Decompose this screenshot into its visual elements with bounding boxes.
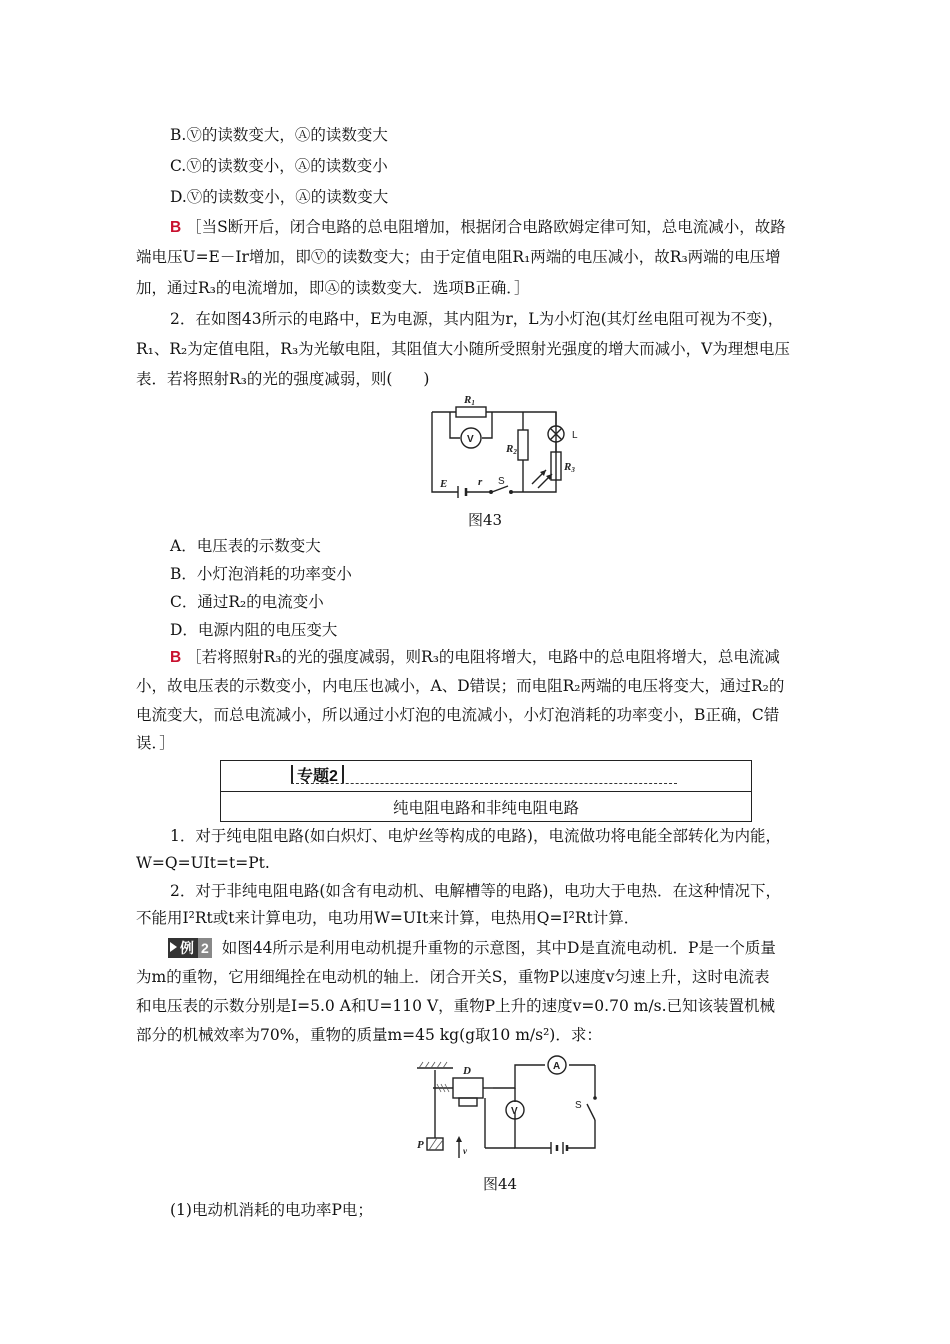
q2-option-a: A．电压表的示数变大 xyxy=(170,537,321,555)
topic-para-1a: 1．对于纯电阻电路(如白炽灯、电炉丝等构成的电路)，电流做功将电能全部转化为内能， xyxy=(170,827,781,845)
q2-explanation-1: ［若将照射R₃的光的强度减弱，则R₃的电阻将增大，电路中的总电阻将增大，总电流减 xyxy=(186,648,780,666)
svg-text:R2 xyxy=(505,443,517,456)
q1-option-b: B.Ⓥ的读数变大，Ⓐ的读数变大 xyxy=(170,126,388,144)
figure-43-caption: 图43 xyxy=(467,511,503,529)
fig43-l-label: L xyxy=(572,430,578,441)
topic-rule xyxy=(221,791,751,792)
q2-answer xyxy=(170,647,780,668)
q1-option-c: C.Ⓥ的读数变小，Ⓐ的读数变小 xyxy=(170,157,388,175)
fig44-v-speed-label: v xyxy=(463,1146,467,1156)
q2-stem-1: 2．在如图43所示的电路中，E为电源，其内阻为r，L为小灯泡(其灯丝电阻可视为不变)， xyxy=(170,310,784,328)
q2-explanation-4: 误．］ xyxy=(136,734,175,752)
q1-answer-letter: B xyxy=(170,219,182,236)
fig43-r3-label: R xyxy=(564,461,572,473)
figure-44-motor-circuit xyxy=(415,1050,610,1165)
fig43-r1-sub: 1 xyxy=(471,399,475,407)
svg-text:R1 xyxy=(463,394,475,407)
topic-box xyxy=(220,760,752,822)
q2-stem-3: 表．若将照射R₃的光的强度减弱，则( ) xyxy=(136,370,430,388)
fig43-r2-label: R xyxy=(506,443,514,455)
q2-explanation-2: 小，故电压表的示数变小，内电压也减小，A、D错误；而电阻R₂两端的电压将变大，通过R₂的 xyxy=(136,677,785,695)
q1-explanation-1: ［当S断开后，闭合电路的总电阻增加，根据闭合电路欧姆定律可知，总电流减小，故路 xyxy=(186,218,786,236)
q1-option-d: D.Ⓥ的读数变小，Ⓐ的读数变大 xyxy=(170,188,389,206)
fig43-e-label: E xyxy=(440,478,448,490)
fig43-s-label: S xyxy=(498,476,505,487)
q2-explanation-3: 电流变大，而总电流减小，所以通过小灯泡的电流减小，小灯泡消耗的功率变小，B正确，C错 xyxy=(136,706,780,724)
fig43-r2-sub: 2 xyxy=(513,448,517,456)
example-question-1: (1)电动机消耗的电功率P电； xyxy=(170,1201,373,1219)
q2-answer-letter: B xyxy=(170,649,182,666)
q2-option-b: B．小灯泡消耗的功率变小 xyxy=(170,565,352,583)
fig44-s-label: S xyxy=(575,1100,582,1111)
example-badge: 例 xyxy=(168,938,198,958)
example-text-3: 和电压表的示数分别是I=5.0 A和U=110 V，重物P上升的速度v=0.70 m/s.已知该装置机械 xyxy=(136,997,776,1015)
figure-43-circuit xyxy=(420,390,595,502)
q2-option-c: C．通过R₂的电流变小 xyxy=(170,593,324,611)
fig44-a-label: A xyxy=(553,1061,561,1072)
fig44-d-label: D xyxy=(463,1065,471,1077)
q1-explanation-3: 加，通过R₃的电流增加，即Ⓐ的读数变大．选项B正确．］ xyxy=(136,279,530,297)
topic-dash xyxy=(291,783,677,784)
example-text-2: 为m的重物，它用细绳拴在电动机的轴上．闭合开关S，重物P以速度v匀速上升，这时电流表 xyxy=(136,968,770,986)
fig43-r3-sub: 3 xyxy=(571,466,575,474)
fig44-p-label: P xyxy=(417,1139,424,1151)
example-text-4: 部分的机械效率为70%，重物的质量m=45 kg(g取10 m/s²)．求： xyxy=(136,1026,602,1044)
q2-option-d: D．电源内阻的电压变大 xyxy=(170,621,338,639)
topic-subtitle: 纯电阻电路和非纯电阻电路 xyxy=(392,799,579,817)
topic-title: 专题2 xyxy=(297,763,338,786)
topic-para-1b: W=Q=UIt=t=Pt. xyxy=(136,854,270,872)
example-number: 2 xyxy=(198,938,212,958)
example-line-1 xyxy=(168,938,776,958)
fig43-v-label: V xyxy=(467,434,474,445)
topic-para-2b: 不能用I²Rt或t来计算电功，电功用W=UIt来计算，电热用Q=I²Rt计算． xyxy=(136,909,640,927)
figure-44-caption: 图44 xyxy=(482,1175,518,1193)
q1-explanation-2: 端电压U=E－Ir增加，即Ⓥ的读数变大；由于定值电阻R₁两端的电压减小，故R₃两端的电压增 xyxy=(136,248,781,266)
q1-answer xyxy=(170,217,786,238)
fig44-v-label: V xyxy=(511,1106,518,1117)
q2-stem-2: R₁、R₂为定值电阻，R₃为光敏电阻，其阻值大小随所受照射光强度的增大而减小，V为理想电压 xyxy=(136,340,790,358)
svg-text:R3 xyxy=(563,461,575,474)
topic-para-2a: 2．对于非纯电阻电路(如含有电动机、电解槽等的电路)，电功大于电热．在这种情况下， xyxy=(170,882,781,900)
fig43-r1-label: R xyxy=(464,394,472,406)
fig43-r-label: r xyxy=(478,476,483,488)
example-text-1: 如图44所示是利用电动机提升重物的示意图，其中D是直流电动机．P是一个质量 xyxy=(221,939,776,957)
